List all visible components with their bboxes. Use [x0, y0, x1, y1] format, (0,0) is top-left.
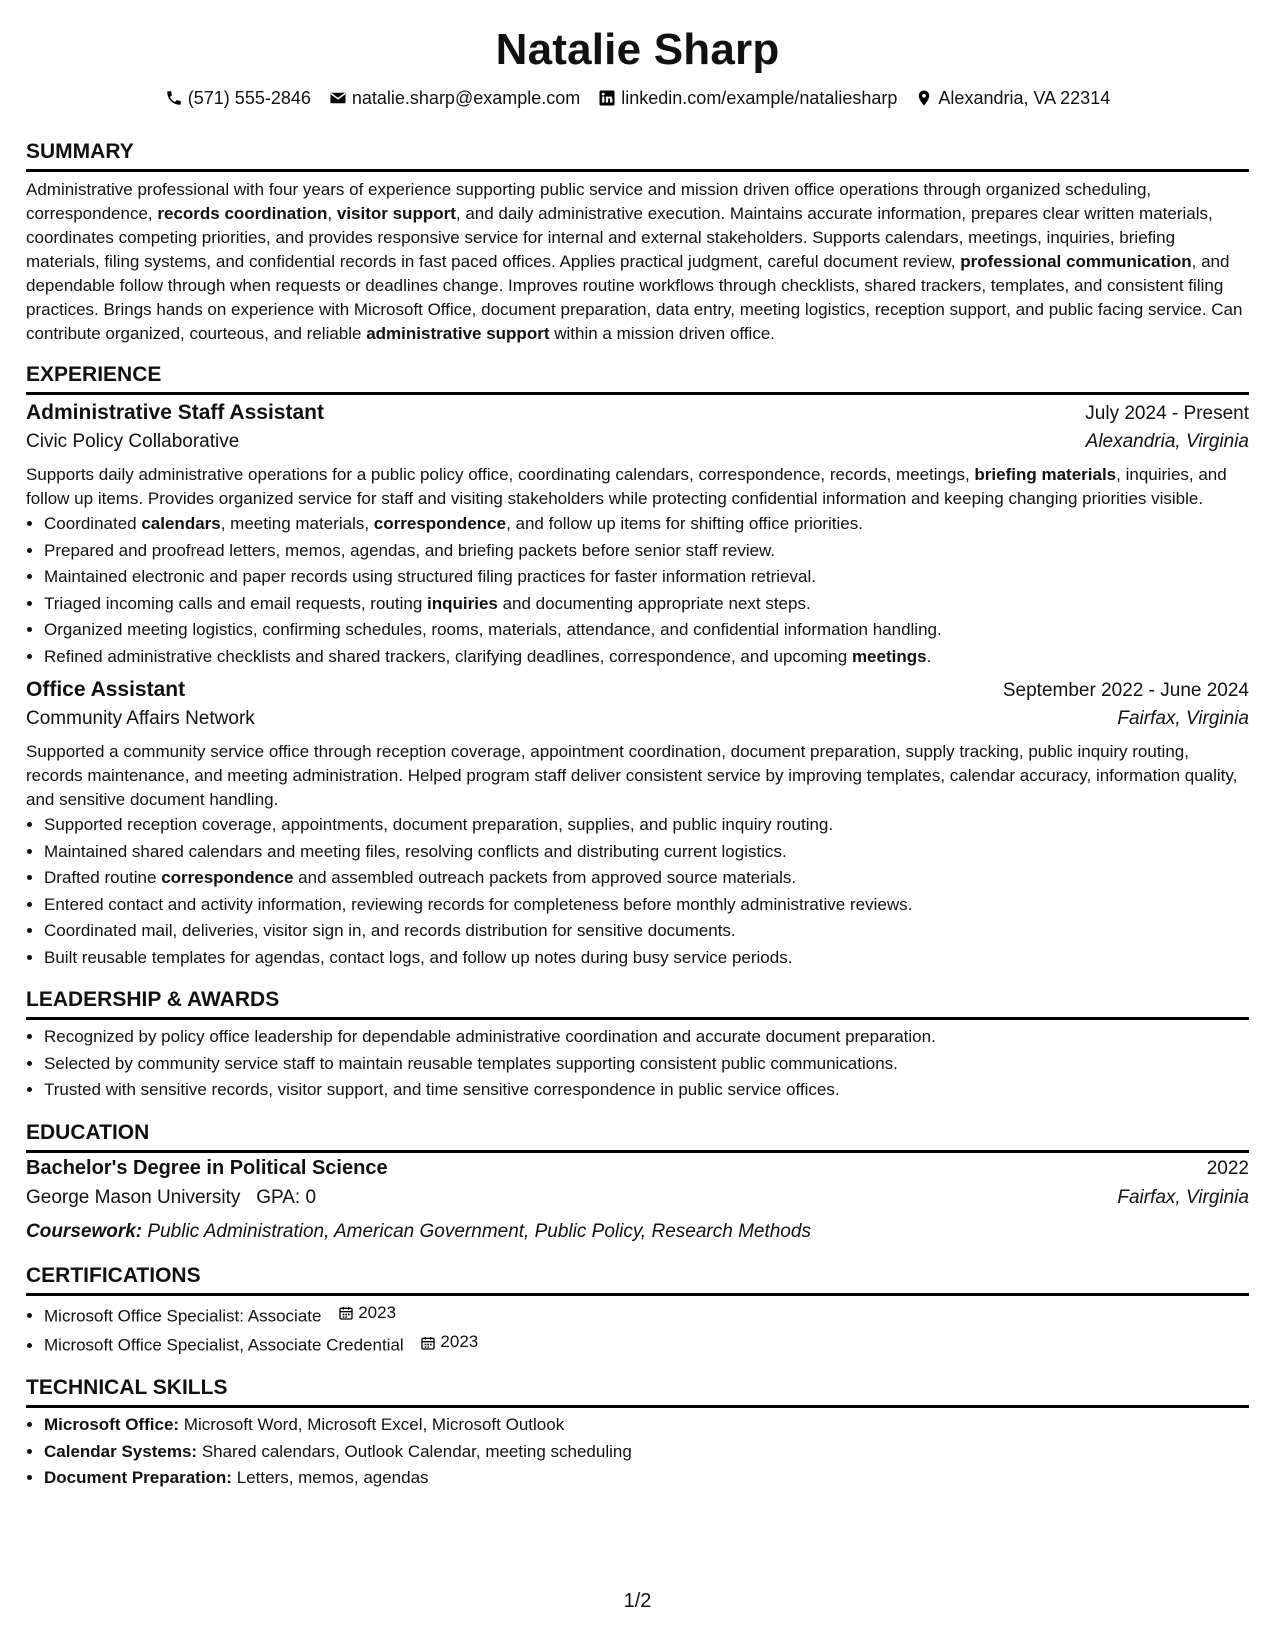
- list-item: [44, 644, 1249, 671]
- list-item: • Supported reception coverage, appointments, document preparation, supplies, and public inquiry routing.: [44, 812, 1249, 839]
- list-item: [44, 865, 1249, 892]
- job-description: Supported a community service office through reception coverage, appointment coordination, document preparation, supply tracking, public inquiry routing, records maintenance, and meeting administration. Helped program staff deliver consistent service by improving templates, calendar accuracy, information quality, and sensitive document handling.: [26, 742, 1238, 809]
- bullet-part: and assembled outreach packets from approved source materials.: [293, 868, 797, 887]
- bullet-bold: inquiries: [427, 593, 498, 613]
- list-item: • Selected by community service staff to maintain reusable templates supporting consistent public communications.: [44, 1051, 1249, 1078]
- skill-value: Letters, memos, agendas: [236, 1468, 429, 1487]
- list-item: [44, 1412, 1249, 1439]
- list-item: [44, 1439, 1249, 1466]
- linkedin-text[interactable]: linkedin.com/example/nataliesharp: [621, 87, 898, 108]
- bullet-bold: correspondence: [161, 868, 294, 887]
- certifications-section: [26, 1261, 1249, 1360]
- skills-section: [26, 1373, 1249, 1492]
- contact-linkedin[interactable]: [598, 88, 897, 109]
- list-item: [44, 1329, 1249, 1359]
- page-number: 1/2: [623, 1590, 652, 1612]
- job-location: Fairfax, Virginia: [1117, 708, 1249, 729]
- school-line: [26, 1187, 316, 1209]
- gpa: GPA: 0: [256, 1186, 317, 1208]
- bullet-bold: correspondence: [373, 514, 507, 533]
- section-title-summary: SUMMARY: [26, 137, 1249, 172]
- bullet-part: , and follow up items for shifting office priorities.: [506, 514, 863, 533]
- cert-year: 2023: [358, 1302, 397, 1322]
- coursework-label: Coursework:: [26, 1220, 143, 1242]
- leadership-list: [26, 1024, 1249, 1104]
- summary-text-part: , and daily administrative execution. Maintains accurate information, prepares clear written materials, coordinates competing priorities, and provides responsive service for internal and external stakeholders. Supports calendars, meetings, inquiries, briefing materials, filing systems, and confidential records in fast paced offices. Applies practical judgment, careful document review,: [26, 204, 1213, 271]
- skill-value: Shared calendars, Outlook Calendar, meeting scheduling: [201, 1441, 632, 1461]
- job-organization: Civic Policy Collaborative: [26, 431, 240, 452]
- bullet-part: Refined administrative checklists and shared trackers, clarifying deadlines, correspondence, and upcoming: [44, 646, 852, 666]
- job-entry: [26, 401, 1249, 670]
- job-bullets: [26, 511, 1249, 670]
- list-item: [44, 1465, 1249, 1492]
- job-entry: [26, 678, 1249, 971]
- bullet-part: .: [926, 646, 932, 666]
- summary-text-part: within a mission driven office.: [549, 324, 775, 343]
- coursework-list: Public Administration, American Government, Public Policy, Research Methods: [147, 1220, 811, 1242]
- leadership-section: [26, 985, 1249, 1104]
- graduation-year: 2022: [1206, 1157, 1249, 1179]
- bullet-part: , meeting materials,: [220, 514, 374, 533]
- bullet-part: and documenting appropriate next steps.: [497, 593, 811, 613]
- list-item: [44, 591, 1249, 618]
- list-item: • Recognized by policy office leadership for dependable administrative coordination and accurate document preparation.: [44, 1024, 1249, 1051]
- list-item: • Trusted with sensitive records, visitor support, and time sensitive correspondence in public service offices.: [44, 1077, 1249, 1104]
- skill-label: Microsoft Office:: [44, 1415, 180, 1434]
- section-title-certifications: CERTIFICATIONS: [26, 1261, 1249, 1296]
- envelope-icon: [329, 89, 347, 107]
- job-dates: September 2022 - June 2024: [1002, 680, 1249, 701]
- degree: Bachelor's Degree in Political Science: [26, 1156, 388, 1179]
- bullet-part: Drafted routine: [44, 868, 162, 887]
- email-text[interactable]: natalie.sharp@example.com: [351, 87, 581, 108]
- list-item: • Prepared and proofread letters, memos, agendas, and briefing packets before senior staff review.: [44, 538, 1249, 565]
- desc-bold: briefing materials: [974, 465, 1117, 484]
- education-section: [26, 1118, 1249, 1247]
- school-location: Fairfax, Virginia: [1117, 1186, 1249, 1208]
- summary-text-part: , and dependable follow through when requests or deadlines change. Improves routine workflows through checklists, shared trackers, templates, and consistent filing practices. Brings hands on experience with Microsoft Office, document preparation, data entry, meeting logistics, reception support, and public facing service. Can contribute organized, courteous, and reliable: [26, 252, 1243, 343]
- phone-icon: [165, 89, 183, 107]
- phone-text: (571) 555-2846: [187, 87, 311, 108]
- list-item: • Maintained electronic and paper records using structured filing practices for faster information retrieval.: [44, 564, 1249, 591]
- job-dates: July 2024 - Present: [1085, 403, 1249, 424]
- section-title-leadership: LEADERSHIP & AWARDS: [26, 985, 1249, 1020]
- bullet-part: Coordinated: [44, 514, 142, 533]
- map-pin-icon: [915, 89, 933, 107]
- desc-part: , inquiries, and follow up items. Provides organized service for staff and visiting stakeholders while protecting confidential information and keeping changing priorities visible.: [26, 465, 1227, 508]
- calendar-icon: [420, 1335, 436, 1351]
- cert-name: Microsoft Office Specialist, Associate Credential: [44, 1335, 404, 1355]
- skill-label: Calendar Systems:: [44, 1441, 198, 1461]
- school-name: George Mason University: [26, 1186, 241, 1208]
- resume-page: [26, 0, 1249, 1492]
- contact-bar: [26, 86, 1249, 110]
- candidate-name: Natalie Sharp: [495, 25, 780, 74]
- job-title: Administrative Staff Assistant: [26, 401, 324, 424]
- certifications-list: [26, 1300, 1249, 1360]
- summary-text-part: ,: [327, 204, 337, 223]
- calendar-icon: [338, 1305, 354, 1321]
- skill-value: Microsoft Word, Microsoft Excel, Microsoft Outlook: [183, 1415, 565, 1434]
- job-bullets: [26, 812, 1249, 971]
- contact-location: [915, 88, 1110, 109]
- location-text: Alexandria, VA 22314: [938, 87, 1111, 108]
- summary-bold: visitor support: [336, 204, 456, 223]
- job-location: Alexandria, Virginia: [1085, 431, 1249, 452]
- list-item: • Organized meeting logistics, confirming schedules, rooms, materials, attendance, and confidential information handling.: [44, 617, 1249, 644]
- list-item: • Maintained shared calendars and meeting files, resolving conflicts and distributing current logistics.: [44, 839, 1249, 866]
- summary-text-part: Administrative professional with four years of experience supporting public service and mission driven office operations through organized scheduling, correspondence,: [26, 180, 1152, 223]
- section-title-skills: TECHNICAL SKILLS: [26, 1373, 1249, 1408]
- linkedin-icon: [598, 89, 616, 107]
- skills-list: [26, 1412, 1249, 1492]
- summary-bold: records coordination: [157, 204, 328, 223]
- bullet-bold: meetings: [851, 646, 927, 666]
- summary-text: [26, 178, 1249, 346]
- summary-bold: administrative support: [366, 324, 550, 343]
- bullet-part: Triaged incoming calls and email requests, routing: [44, 593, 428, 613]
- cert-date: [420, 1329, 478, 1356]
- contact-phone: [165, 88, 311, 109]
- list-item: • Entered contact and activity information, reviewing records for completeness before monthly administrative reviews.: [44, 892, 1249, 919]
- job-description: [26, 463, 1249, 511]
- section-title-experience: EXPERIENCE: [26, 360, 1249, 395]
- coursework: [26, 1217, 1249, 1247]
- summary-bold: professional communication: [960, 252, 1192, 271]
- skill-label: Document Preparation:: [44, 1468, 232, 1487]
- list-item: • Coordinated mail, deliveries, visitor sign in, and records distribution for sensitive documents.: [44, 918, 1249, 945]
- job-organization: Community Affairs Network: [26, 708, 255, 729]
- cert-name: Microsoft Office Specialist: Associate: [44, 1305, 322, 1325]
- cert-date: [338, 1300, 396, 1327]
- desc-part: Supports daily administrative operations for a public policy office, coordinating calendars, correspondence, records, meetings,: [26, 465, 975, 484]
- contact-email[interactable]: [329, 88, 580, 109]
- job-title: Office Assistant: [26, 678, 186, 701]
- section-title-education: EDUCATION: [26, 1118, 1249, 1153]
- summary-section: [26, 137, 1249, 346]
- list-item: • Built reusable templates for agendas, contact logs, and follow up notes during busy service periods.: [44, 945, 1249, 972]
- list-item: [44, 511, 1249, 538]
- list-item: [44, 1300, 1249, 1330]
- cert-year: 2023: [440, 1332, 479, 1352]
- bullet-bold: calendars: [141, 514, 221, 533]
- experience-section: [26, 360, 1249, 971]
